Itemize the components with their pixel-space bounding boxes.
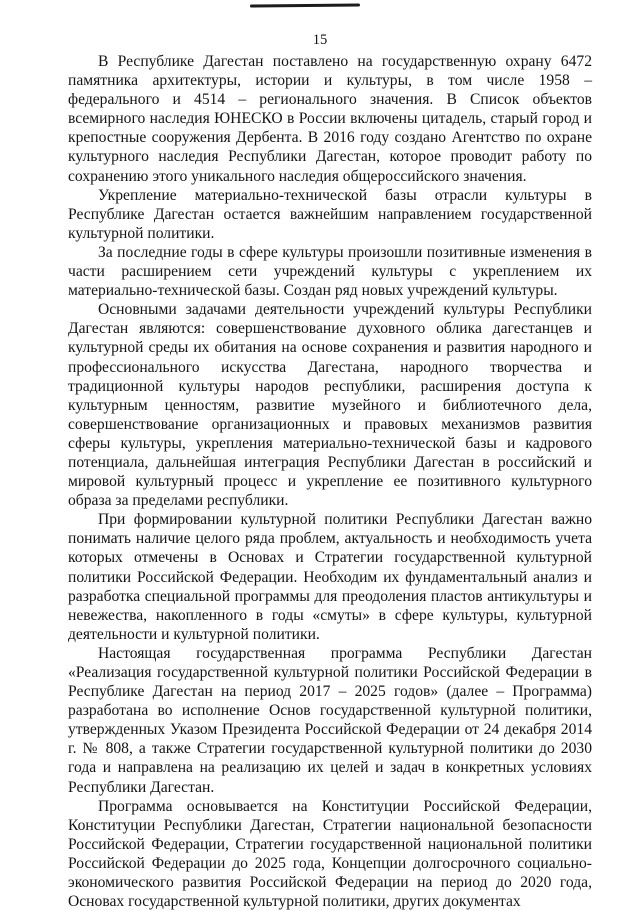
paragraph-positive-changes: За последние годы в сфере культуры произошли позитивные изменения в части расширением сети учреждений культуры с укреплением их материально-технической базы. Создан ряд новых учреждений культуры.	[68, 243, 592, 300]
scan-edge-mark	[250, 3, 360, 7]
paragraph-material-base: Укрепление материально-технической базы отрасли культуры в Республике Дагестан остается важнейшим направлением государственной культурной политики.	[68, 186, 592, 242]
document-body	[68, 52, 592, 911]
paragraph-cultural-policy-problems: При формировании культурной политики Республики Дагестан важно понимать наличие целого ряда проблем, актуальность и необходимость учета которых отмечены в Основах и Стратегии государственной культурной политики Российской Федерации. Необходим их фундаментальный анализ и разработка специальной программы для преодоления пластов антикультуры и невежества, накопленного в годы «смуты» в сфере культуры, культурной деятельности и культурной политики.	[68, 511, 592, 643]
page-number: 15	[312, 32, 328, 48]
paragraph-program-description: Настоящая государственная программа Республики Дагестан «Реализация государственной культурной политики Российской Федерации в Республике Дагестан на период 2017 – 2025 годов» (далее – Программа) разработана во исполнение Основ государственной культурной политики, утвержденных Указом Президента Российской Федерации от 24 декабря 2014 г. № 808, а также Стратегии государственной культурной политики до 2030 года и направлена на реализацию их целей и задач в конкретных условиях Республики Дагестан.	[68, 644, 592, 796]
paragraph-heritage-sites: В Республике Дагестан поставлено на государственную охрану 6472 памятника архитектуры, истории и культуры, в том числе 1958 – федерального и 4514 – регионального значения. В Список объектов всемирного наследия ЮНЕСКО в России включены цитадель, старый город и крепостные сооружения Дербента. В 2016 году создано Агентство по охране культурного наследия Республики Дагестан, которое проводит работу по сохранению этого уникального наследия общероссийского значения.	[68, 53, 592, 185]
paragraph-main-tasks: Основными задачами деятельности учреждений культуры Республики Дагестан являются: совершенствование духовного облика дагестанцев и культурной среды их обитания на основе сохранения и развития народного и профессионального искусства Дагестана, народного творчества и традиционной культуры народов республики, расширения доступа к культурным ценностям, развитие музейного и библиотечного дела, совершенствование организационных и правовых механизмов развития сферы культуры, укрепления материально-технической базы и кадрового потенциала, дальнейшая интеграция Республики Дагестан в российский и мировой культурный процесс и укрепление ее позитивного культурного образа за пределами республики.	[68, 301, 592, 510]
paragraph-program-basis: Программа основывается на Конституции Российской Федерации, Конституции Республики Дагестан, Стратегии национальной безопасности Российской Федерации, Стратегии государственной национальной политики Российской Федерации до 2025 года, Концепции долгосрочного социально-экономического развития Российской Федерации на период до 2020 года, Основах государственной культурной политики, других документах	[68, 797, 592, 911]
